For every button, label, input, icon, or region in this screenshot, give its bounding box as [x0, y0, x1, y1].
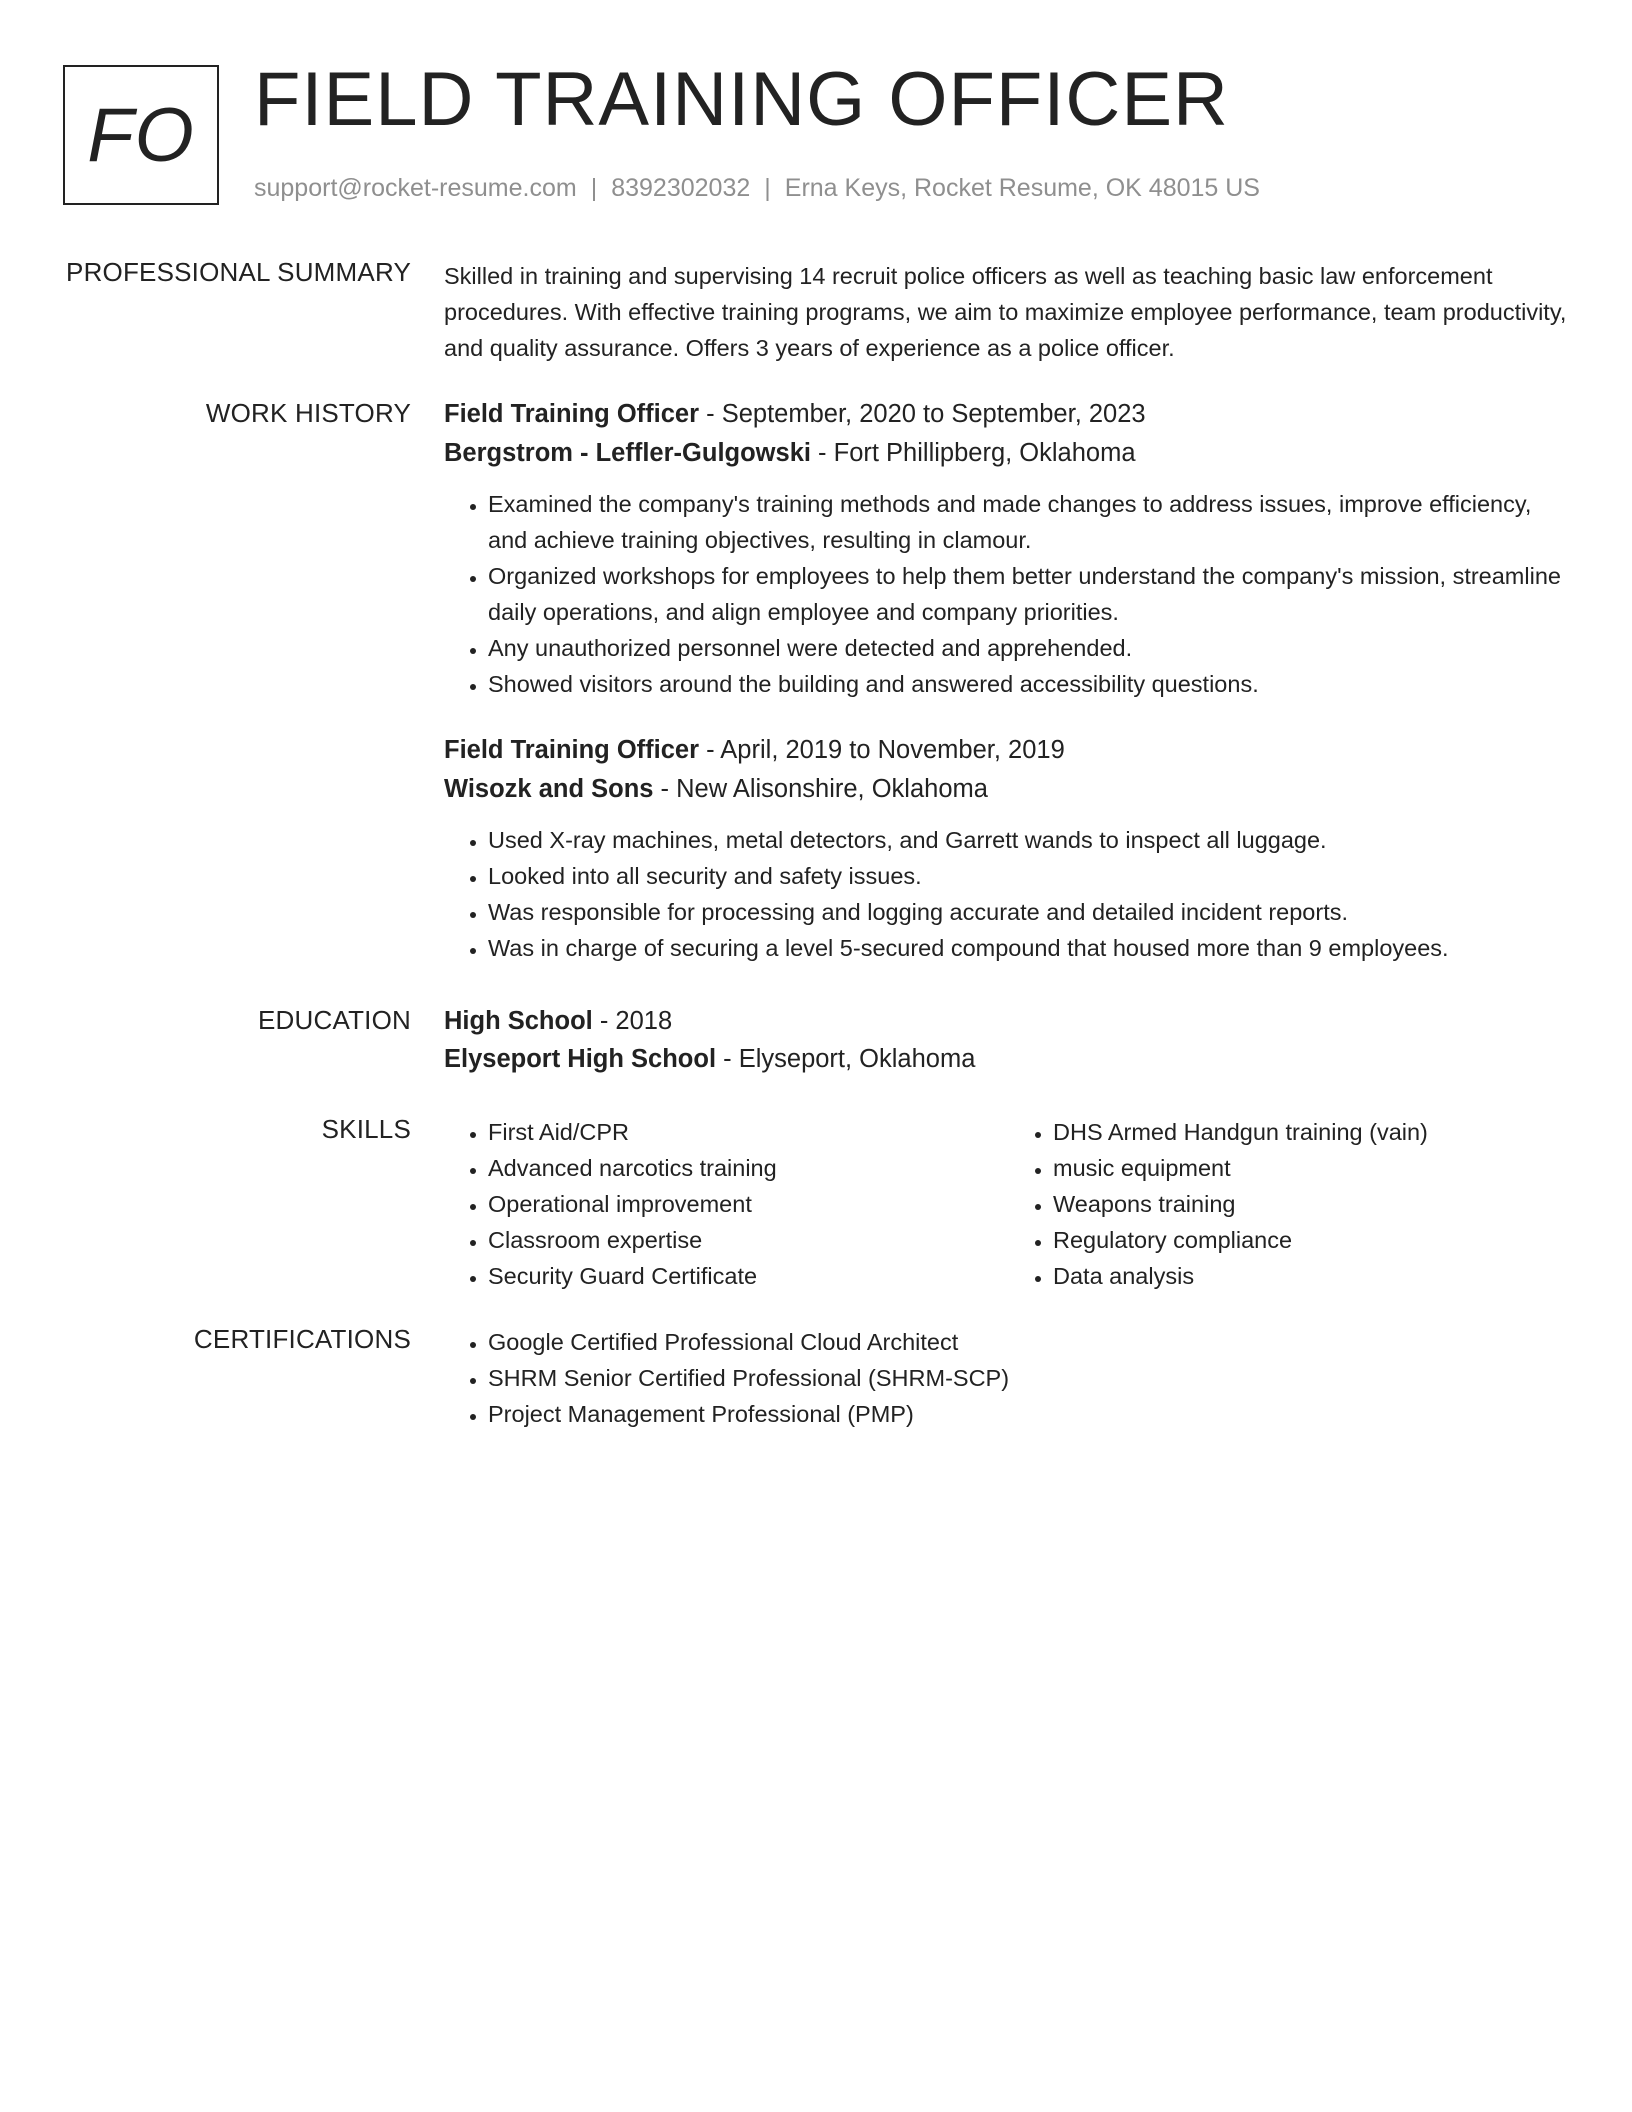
education-school: Elyseport High School: [444, 1045, 717, 1073]
summary-text: Skilled in training and supervising 14 recruit police officers as well as teaching basic law enforcement procedures. With effective training programs, we aim to maximize employee performance, team productivity, and quality assurance. Offers 3 years of experience as a police officer.: [444, 263, 1567, 361]
skill-item: • First Aid/CPR: [488, 1114, 1009, 1150]
job-entry: [444, 732, 1574, 966]
skill-item: • music equipment: [1053, 1150, 1574, 1186]
job-location: - New Alisonshire, Oklahoma: [653, 775, 988, 803]
job-bullet: • Used X-ray machines, metal detectors, and Garrett wands to inspect all luggage.: [488, 822, 1574, 858]
job-bullet: • Organized workshops for employees to help them better understand the company's mission, streamline daily operations, and align employee and company priorities.: [488, 558, 1574, 630]
education-school-line: [444, 1041, 1574, 1078]
section-label-work-history: WORK HISTORY: [205, 398, 411, 428]
skill-item: • Data analysis: [1053, 1258, 1574, 1294]
certification-item: • Project Management Professional (PMP): [488, 1396, 1574, 1432]
section-label-education: EDUCATION: [258, 1005, 411, 1035]
education-location: - Elyseport, Oklahoma: [716, 1045, 976, 1073]
skills-grid: [444, 1114, 1574, 1294]
skill-item: • DHS Armed Handgun training (vain): [1053, 1114, 1574, 1150]
job-company-line: [444, 435, 1574, 472]
education-year: - 2018: [592, 1007, 673, 1035]
certification-item: • SHRM Senior Certified Professional (SHRM-SCP): [488, 1360, 1574, 1396]
section-label-skills: SKILLS: [321, 1114, 411, 1144]
education-degree: High School: [444, 1007, 593, 1035]
job-company: Bergstrom - Leffler-Gulgowski: [444, 439, 811, 467]
job-dates: - April, 2019 to November, 2019: [699, 736, 1065, 764]
contact-address: Erna Keys, Rocket Resume, OK 48015 US: [784, 174, 1260, 202]
job-bullet: • Any unauthorized personnel were detected and apprehended.: [488, 630, 1574, 666]
monogram-box: FO: [63, 65, 219, 205]
contact-phone: 8392302032: [611, 174, 751, 202]
skills-list-left: [444, 1114, 1009, 1294]
job-title-line: [444, 396, 1574, 433]
contact-separator: |: [590, 174, 598, 202]
skills-list-right: [1009, 1114, 1574, 1294]
job-entry: [444, 396, 1574, 702]
job-bullet: • Was responsible for processing and logging accurate and detailed incident reports.: [488, 894, 1574, 930]
job-company-line: [444, 771, 1574, 808]
skill-item: • Operational improvement: [488, 1186, 1009, 1222]
job-title: Field Training Officer: [444, 736, 700, 764]
certification-item: • Google Certified Professional Cloud Architect: [488, 1324, 1574, 1360]
job-bullets: [444, 486, 1574, 702]
resume-title: FIELD TRAINING OFFICER: [254, 57, 1229, 142]
skill-item: • Security Guard Certificate: [488, 1258, 1009, 1294]
job-bullet: • Examined the company's training methods and made changes to address issues, improve efficiency, and achieve training objectives, resulting in clamour.: [488, 486, 1574, 558]
job-location: - Fort Phillipberg, Oklahoma: [810, 439, 1136, 467]
job-company: Wisozk and Sons: [444, 775, 654, 803]
skill-item: • Classroom expertise: [488, 1222, 1009, 1258]
job-bullet: • Looked into all security and safety issues.: [488, 858, 1574, 894]
job-bullet: • Was in charge of securing a level 5-secured compound that housed more than 9 employees.: [488, 930, 1574, 966]
section-label-summary: PROFESSIONAL SUMMARY: [66, 257, 411, 287]
job-title-line: [444, 732, 1574, 769]
job-title: Field Training Officer: [444, 400, 700, 428]
education-degree-line: [444, 1003, 1574, 1040]
job-bullet: • Showed visitors around the building and answered accessibility questions.: [488, 666, 1574, 702]
contact-line: [254, 174, 1260, 203]
certifications-list: [444, 1324, 1574, 1432]
skill-item: • Weapons training: [1053, 1186, 1574, 1222]
job-dates: - September, 2020 to September, 2023: [699, 400, 1146, 428]
skill-item: • Advanced narcotics training: [488, 1150, 1009, 1186]
skill-item: • Regulatory compliance: [1053, 1222, 1574, 1258]
section-label-certifications: CERTIFICATIONS: [193, 1324, 411, 1354]
contact-separator: |: [764, 174, 771, 202]
job-bullets: [444, 822, 1574, 966]
contact-email: support@rocket-resume.com: [254, 174, 577, 202]
